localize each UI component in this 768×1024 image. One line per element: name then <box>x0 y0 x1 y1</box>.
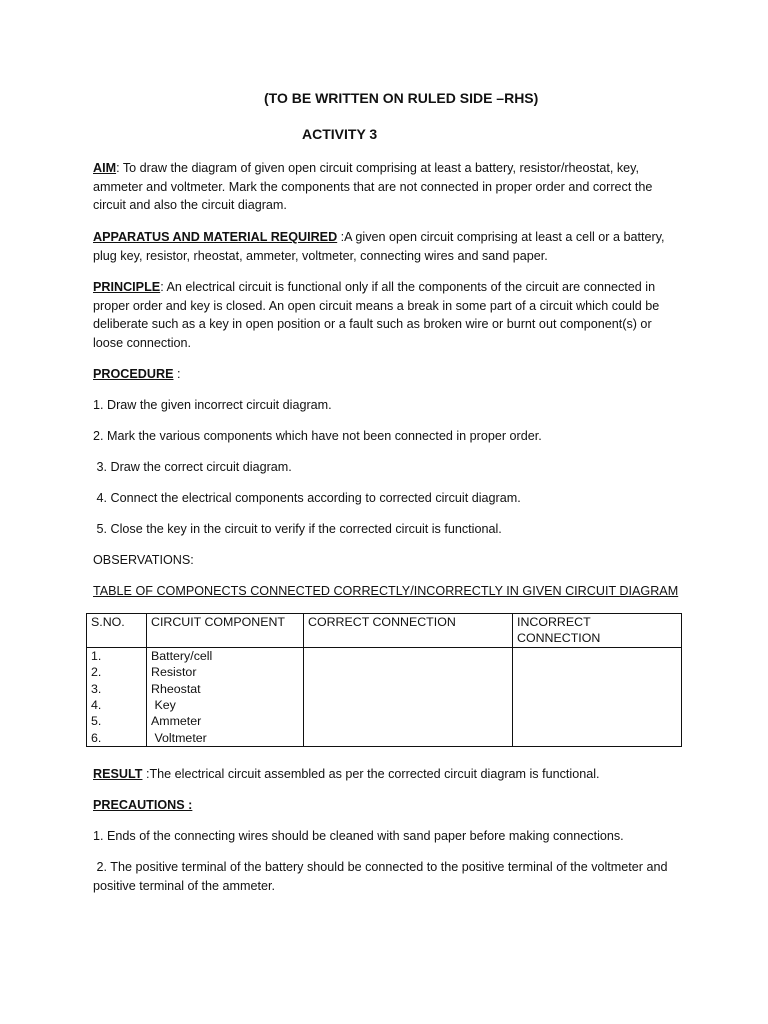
column-header-component: CIRCUIT COMPONENT <box>147 614 304 648</box>
correct-connection-cell <box>304 647 513 746</box>
column-header-sno: S.NO. <box>87 614 147 648</box>
procedure-step: 3. Draw the correct circuit diagram. <box>93 460 292 474</box>
principle-section <box>93 278 678 352</box>
table-row <box>87 647 682 746</box>
procedure-suffix: : <box>173 367 181 381</box>
component-name: Voltmeter <box>151 730 207 745</box>
result-text: :The electrical circuit assembled as per the corrected circuit diagram is functional. <box>142 767 600 781</box>
components-table <box>86 613 682 747</box>
precaution-item: 2. The positive terminal of the battery should be connected to the positive terminal of the voltmeter and positive terminal of the ammeter. <box>93 860 672 893</box>
serial-number: 6. <box>91 730 102 745</box>
serial-number: 3. <box>91 681 102 696</box>
component-name: Battery/cell <box>151 648 213 663</box>
procedure-heading <box>93 365 678 384</box>
aim-text: : To draw the diagram of given open circuit comprising at least a battery, resistor/rheostat, key, ammeter and voltmeter. Mark the components that are not connected in proper order and correct the circuit and also the circuit diagram. <box>93 161 653 212</box>
procedure-step: 4. Connect the electrical components according to corrected circuit diagram. <box>93 491 521 505</box>
procedure-step: 2. Mark the various components which have not been connected in proper order. <box>93 429 542 443</box>
procedure-step: 5. Close the key in the circuit to verify if the corrected circuit is functional. <box>93 522 502 536</box>
incorrect-connection-cell <box>513 647 682 746</box>
component-cell <box>147 647 304 746</box>
aim-label: AIM <box>93 161 117 175</box>
serial-cell <box>87 647 147 746</box>
component-name: Rheostat <box>151 681 201 696</box>
procedure-label: PROCEDURE <box>93 367 174 381</box>
component-name: Ammeter <box>151 714 202 729</box>
table-header-row <box>87 614 682 648</box>
serial-number: 4. <box>91 698 102 713</box>
component-name: Resistor <box>151 665 197 680</box>
serial-number: 2. <box>91 665 102 680</box>
column-header-incorrect: INCORRECT CONNECTION <box>513 614 682 648</box>
procedure-step: 1. Draw the given incorrect circuit diagram. <box>93 398 332 412</box>
precautions-label: PRECAUTIONS : <box>93 798 193 812</box>
serial-number: 1. <box>91 648 102 663</box>
apparatus-section <box>93 228 678 265</box>
instruction-heading: (TO BE WRITTEN ON RULED SIDE –RHS) <box>264 90 539 106</box>
principle-label: PRINCIPLE <box>93 280 161 294</box>
column-header-correct: CORRECT CONNECTION <box>304 614 513 648</box>
table-title: TABLE OF COMPONECTS CONNECTED CORRECTLY/INCORRECTLY IN GIVEN CIRCUIT DIAGRAM <box>93 584 679 598</box>
precaution-item: 1. Ends of the connecting wires should be cleaned with sand paper before making connections. <box>93 829 624 843</box>
activity-title: ACTIVITY 3 <box>302 126 378 142</box>
result-label: RESULT <box>93 767 143 781</box>
apparatus-text: :A given open circuit comprising at least a cell or a battery, plug key, resistor, rheostat, ammeter, voltmeter, connecting wires and sand paper. <box>93 230 665 263</box>
result-section <box>93 765 678 784</box>
apparatus-label: APPARATUS AND MATERIAL REQUIRED <box>93 230 338 244</box>
observations-label: OBSERVATIONS: <box>93 553 194 567</box>
component-name: Key <box>151 698 176 713</box>
aim-section <box>93 159 678 215</box>
principle-text: : An electrical circuit is functional only if all the components of the circuit are connected in proper order and key is closed. An open circuit means a break in some part of a circuit which could be deliberate such as a key in open position or a fault such as broken wire or burnt out component(s) or loose connection. <box>93 280 660 350</box>
serial-number: 5. <box>91 714 102 729</box>
